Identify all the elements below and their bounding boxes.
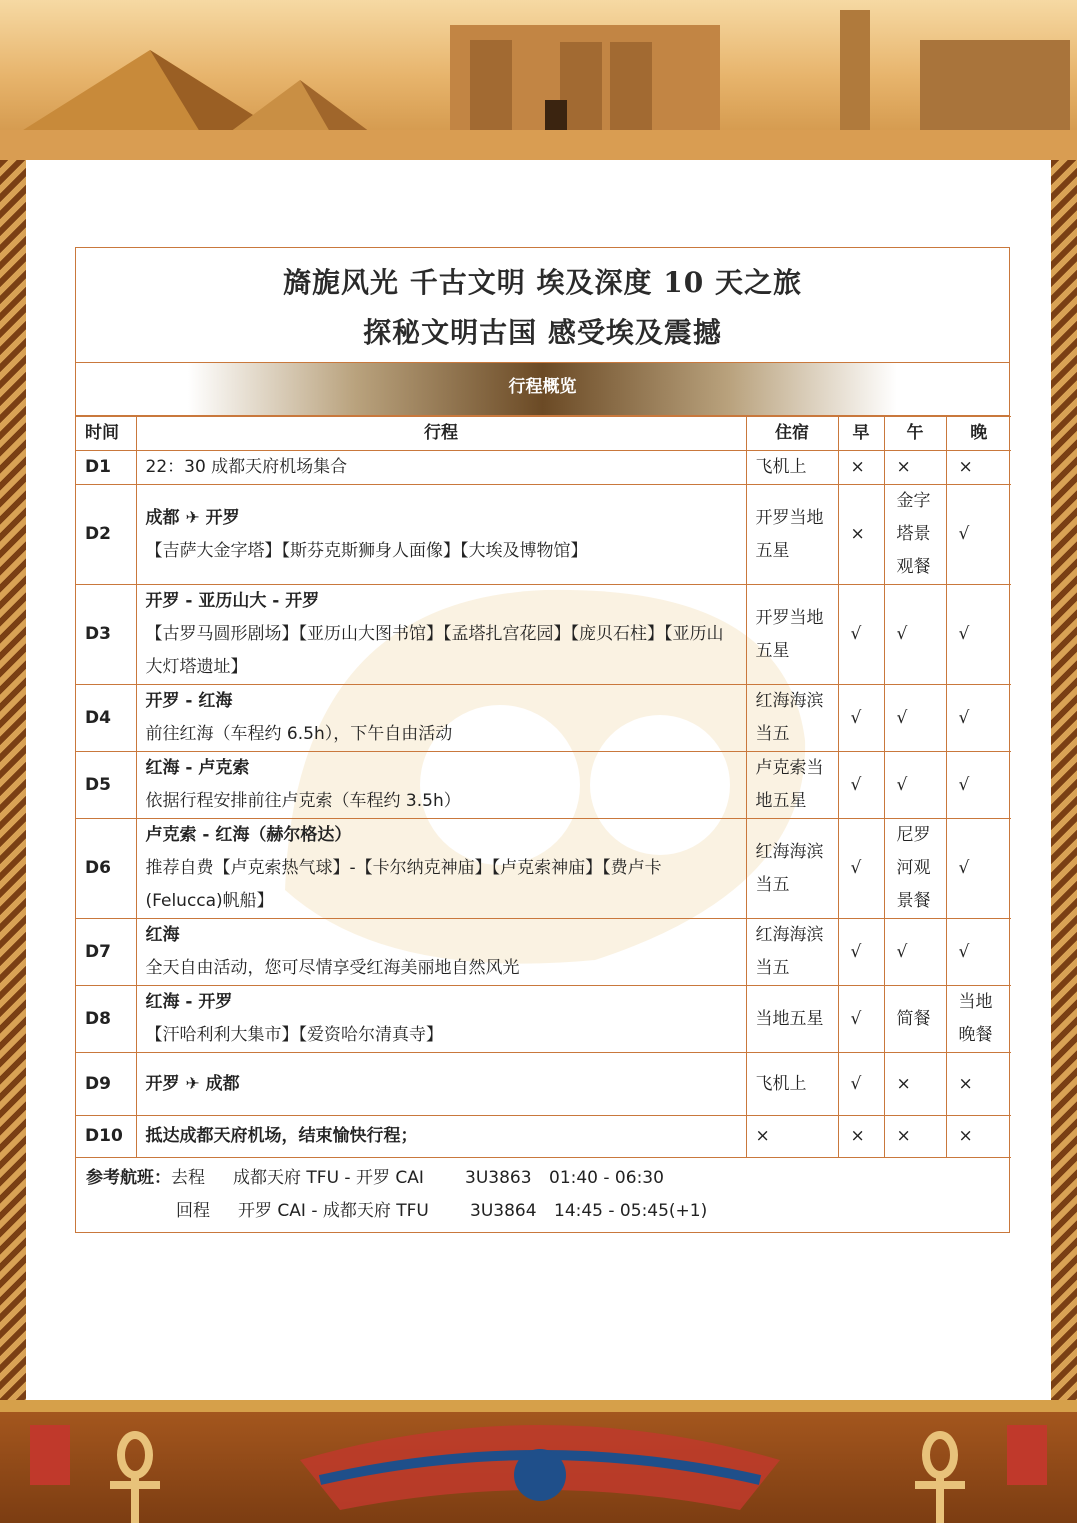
day-detail — [136, 919, 746, 986]
hotel-cell: × — [746, 1116, 838, 1158]
flight-leg: 回程 — [176, 1201, 210, 1221]
detail-text: 推荐自费【卢克索热气球】-【卡尔纳克神庙】【卢克索神庙】【费卢卡(Felucca)帆船】 — [145, 858, 662, 911]
breakfast-cell: √ — [838, 1053, 884, 1116]
hotel-cell: 飞机上 — [746, 451, 838, 485]
day-label: D5 — [76, 752, 136, 819]
flight-outbound — [86, 1162, 1000, 1195]
flight-route: 开罗 CAI - 成都天府 TFU — [238, 1201, 429, 1221]
route-title: 开罗 - 亚历山大 - 开罗 — [145, 591, 320, 611]
detail-text: 依据行程安排前往卢克索（车程约 3.5h） — [145, 791, 461, 811]
table-row — [76, 1053, 1011, 1116]
day-detail — [136, 585, 746, 685]
table-row — [76, 819, 1011, 919]
table-row — [76, 752, 1011, 819]
route-title: 开罗 - 红海 — [145, 691, 233, 711]
lunch-cell: √ — [884, 585, 946, 685]
day-label: D1 — [76, 451, 136, 485]
flights-label: 参考航班： — [86, 1168, 171, 1188]
column-header: 晚 — [946, 417, 1011, 451]
flight-time: 14:45 - 05:45(+1) — [554, 1201, 708, 1221]
breakfast-cell: √ — [838, 919, 884, 986]
table-row — [76, 986, 1011, 1053]
day-label: D2 — [76, 485, 136, 585]
detail-text: 全天自由活动，您可尽情享受红海美丽地自然风光 — [145, 958, 520, 978]
flight-time: 01:40 - 06:30 — [549, 1168, 664, 1188]
reference-flights — [76, 1158, 1009, 1232]
flight-route: 成都天府 TFU - 开罗 CAI — [233, 1168, 424, 1188]
title-block — [76, 248, 1009, 363]
breakfast-cell: √ — [838, 585, 884, 685]
hero-banner-egypt — [0, 0, 1077, 170]
dinner-cell: √ — [946, 585, 1011, 685]
day-table — [76, 416, 1011, 1158]
dinner-cell: × — [946, 1116, 1011, 1158]
route-title: 成都 ✈ 开罗 — [145, 507, 240, 528]
hotel-cell: 卢克索当地五星 — [746, 752, 838, 819]
flight-number: 3U3863 — [465, 1168, 532, 1188]
breakfast-cell: √ — [838, 685, 884, 752]
day-detail — [136, 986, 746, 1053]
day-label: D6 — [76, 819, 136, 919]
breakfast-cell: √ — [838, 986, 884, 1053]
dinner-cell: √ — [946, 485, 1011, 585]
lunch-cell: 金字塔景观餐 — [884, 485, 946, 585]
dinner-cell: √ — [946, 752, 1011, 819]
flight-leg: 去程 — [171, 1168, 205, 1188]
footer-ornament — [0, 1400, 1077, 1523]
flight-number: 3U3864 — [470, 1201, 537, 1221]
pyramids-temple-illustration — [0, 0, 1077, 170]
route-title: 红海 — [145, 925, 180, 945]
right-ornamental-border — [1051, 160, 1077, 1410]
hotel-cell: 红海海滨当五 — [746, 919, 838, 986]
hotel-cell: 开罗当地五星 — [746, 585, 838, 685]
flight-return — [86, 1195, 1000, 1228]
breakfast-cell: × — [838, 451, 884, 485]
dinner-cell: √ — [946, 685, 1011, 752]
breakfast-cell: √ — [838, 819, 884, 919]
column-header: 时间 — [76, 417, 136, 451]
day-label: D3 — [76, 585, 136, 685]
route-title: 红海 - 卢克索 — [145, 758, 250, 778]
page-subtitle: 探秘文明古国 感受埃及震撼 — [363, 316, 722, 349]
lunch-cell: √ — [884, 752, 946, 819]
route-title: 红海 - 开罗 — [145, 992, 233, 1012]
overview-bar — [76, 363, 1009, 416]
table-row — [76, 685, 1011, 752]
route-title: 卢克索 - 红海（赫尔格达） — [145, 825, 352, 845]
detail-text: 【吉萨大金字塔】【斯芬克斯狮身人面像】【大埃及博物馆】 — [145, 540, 588, 561]
table-row — [76, 1116, 1011, 1158]
table-row — [76, 919, 1011, 986]
breakfast-cell: × — [838, 1116, 884, 1158]
day-label: D4 — [76, 685, 136, 752]
dinner-cell: 当地晚餐 — [946, 986, 1011, 1053]
page-title: 旖旎风光 千古文明 埃及深度 10 天之旅 — [283, 266, 802, 299]
lunch-cell: √ — [884, 685, 946, 752]
hotel-cell: 红海海滨当五 — [746, 819, 838, 919]
breakfast-cell: × — [838, 485, 884, 585]
dinner-cell: × — [946, 451, 1011, 485]
hotel-cell: 开罗当地五星 — [746, 485, 838, 585]
column-header: 行程 — [136, 417, 746, 451]
day-label: D7 — [76, 919, 136, 986]
left-ornamental-border — [0, 160, 26, 1410]
lunch-cell: × — [884, 451, 946, 485]
detail-text: 前往红海（车程约 6.5h），下午自由活动 — [145, 724, 453, 744]
egyptian-winged-scarab-ankh-ornament — [0, 1400, 1077, 1523]
day-label: D8 — [76, 986, 136, 1053]
hotel-cell: 红海海滨当五 — [746, 685, 838, 752]
itinerary-table — [75, 247, 1010, 1233]
day-detail — [136, 1053, 746, 1116]
dinner-cell: √ — [946, 819, 1011, 919]
lunch-cell: × — [884, 1116, 946, 1158]
breakfast-cell: √ — [838, 752, 884, 819]
table-row — [76, 451, 1011, 485]
day-detail — [136, 685, 746, 752]
detail-text: 22：30 成都天府机场集合 — [145, 457, 348, 477]
overview-label: 行程概览 — [508, 377, 577, 397]
column-header: 午 — [884, 417, 946, 451]
table-row — [76, 585, 1011, 685]
detail-text: 【古罗马圆形剧场】【亚历山大图书馆】【孟塔扎宫花园】【庞贝石柱】【亚历山大灯塔遗址】 — [145, 624, 724, 677]
day-detail — [136, 1116, 746, 1158]
table-header-row — [76, 417, 1011, 451]
route-title: 开罗 ✈ 成都 — [145, 1073, 240, 1094]
day-detail — [136, 485, 746, 585]
day-detail — [136, 451, 746, 485]
column-header: 住宿 — [746, 417, 838, 451]
dinner-cell: √ — [946, 919, 1011, 986]
lunch-cell: × — [884, 1053, 946, 1116]
hotel-cell: 当地五星 — [746, 986, 838, 1053]
day-detail — [136, 752, 746, 819]
table-row — [76, 485, 1011, 585]
column-header: 早 — [838, 417, 884, 451]
day-detail — [136, 819, 746, 919]
day-label: D10 — [76, 1116, 136, 1158]
detail-text: 【汗哈利利大集市】【爱资哈尔清真寺】 — [145, 1025, 443, 1045]
hotel-cell: 飞机上 — [746, 1053, 838, 1116]
route-title: 抵达成都天府机场，结束愉快行程； — [145, 1126, 418, 1146]
lunch-cell: 简餐 — [884, 986, 946, 1053]
lunch-cell: 尼罗河观景餐 — [884, 819, 946, 919]
day-label: D9 — [76, 1053, 136, 1116]
dinner-cell: × — [946, 1053, 1011, 1116]
lunch-cell: √ — [884, 919, 946, 986]
